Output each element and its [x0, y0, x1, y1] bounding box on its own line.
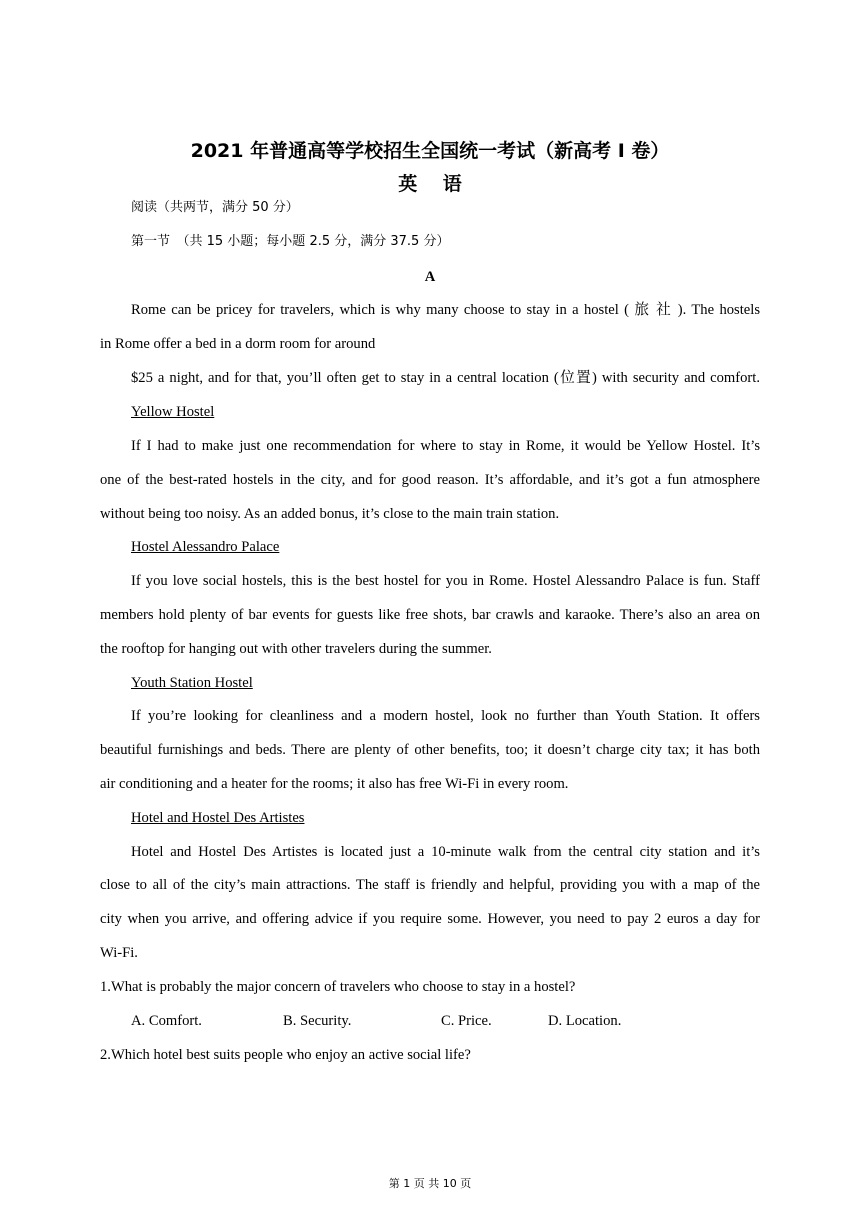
paragraph-line: If you’re looking for cleanliness and a modern hostel, look no further than Youth Station. It offers — [131, 708, 760, 724]
intro-line-2: in Rome offer a bed in a dorm room for around — [100, 336, 376, 352]
intro-line-3: $25 a night, and for that, you’ll often get to stay in a central location (位置) with security and comfort. — [131, 370, 760, 386]
paragraph-line: the rooftop for hanging out with other travelers during the summer. — [100, 641, 492, 657]
page-number-footer: 第 1 页 共 10 页 — [388, 1177, 472, 1190]
paragraph-line: beautiful furnishings and beds. There are plenty of other benefits, too; it doesn’t charge city tax; it has both — [100, 742, 760, 758]
passage-label: A — [424, 269, 436, 285]
paragraph-line: Hotel and Hostel Des Artistes is located just a 10-minute walk from the central city station and it’s — [131, 844, 760, 860]
paragraph-line: without being too noisy. As an added bonus, it’s close to the main train station. — [100, 506, 560, 522]
reading-section-label: 阅读（共两节，满分 50 分） — [131, 200, 299, 215]
question-1-option-d: D. Location. — [548, 1013, 622, 1029]
section-heading-des-artistes: Hotel and Hostel Des Artistes — [131, 810, 305, 826]
intro-line-1: Rome can be pricey for travelers, which is why many choose to stay in a hostel ( 旅 社 ). The hostels — [131, 302, 760, 318]
paragraph-line: close to all of the city’s main attractions. The staff is friendly and helpful, providing you with a map of the — [100, 877, 760, 893]
subject-title: 英 语 — [398, 173, 462, 195]
section-heading-alessandro-palace: Hostel Alessandro Palace — [131, 539, 280, 555]
paragraph-line: members hold plenty of bar events for guests like free shots, bar crawls and karaoke. There’s also an area on — [100, 607, 760, 623]
part-one-label: 第一节 （共 15 小题；每小题 2.5 分，满分 37.5 分） — [131, 234, 450, 249]
paragraph-line: If you love social hostels, this is the best hostel for you in Rome. Hostel Alessandro Palace is fun. Staff — [131, 573, 760, 589]
paragraph-line: If I had to make just one recommendation for where to stay in Rome, it would be Yellow Hostel. It’s — [131, 438, 760, 454]
paragraph-line: Wi-Fi. — [100, 945, 138, 961]
question-1-option-b: B. Security. — [283, 1013, 352, 1029]
paragraph-line: city when you arrive, and offering advice if you require some. However, you need to pay 2 euros a day for — [100, 911, 760, 927]
question-1: 1.What is probably the major concern of travelers who choose to stay in a hostel? — [100, 979, 576, 995]
paragraph-line: one of the best-rated hostels in the city, and for good reason. It’s affordable, and it’s got a fun atmosphere — [100, 472, 760, 488]
question-1-option-a: A. Comfort. — [131, 1013, 202, 1029]
question-1-option-c: C. Price. — [441, 1013, 492, 1029]
question-2: 2.Which hotel best suits people who enjoy an active social life? — [100, 1047, 471, 1063]
section-heading-youth-station: Youth Station Hostel — [131, 675, 253, 691]
section-heading-yellow-hostel: Yellow Hostel — [131, 404, 215, 420]
paragraph-line: air conditioning and a heater for the rooms; it also has free Wi-Fi in every room. — [100, 776, 569, 792]
exam-title: 2021 年普通高等学校招生全国统一考试（新高考 I 卷） — [190, 140, 670, 162]
